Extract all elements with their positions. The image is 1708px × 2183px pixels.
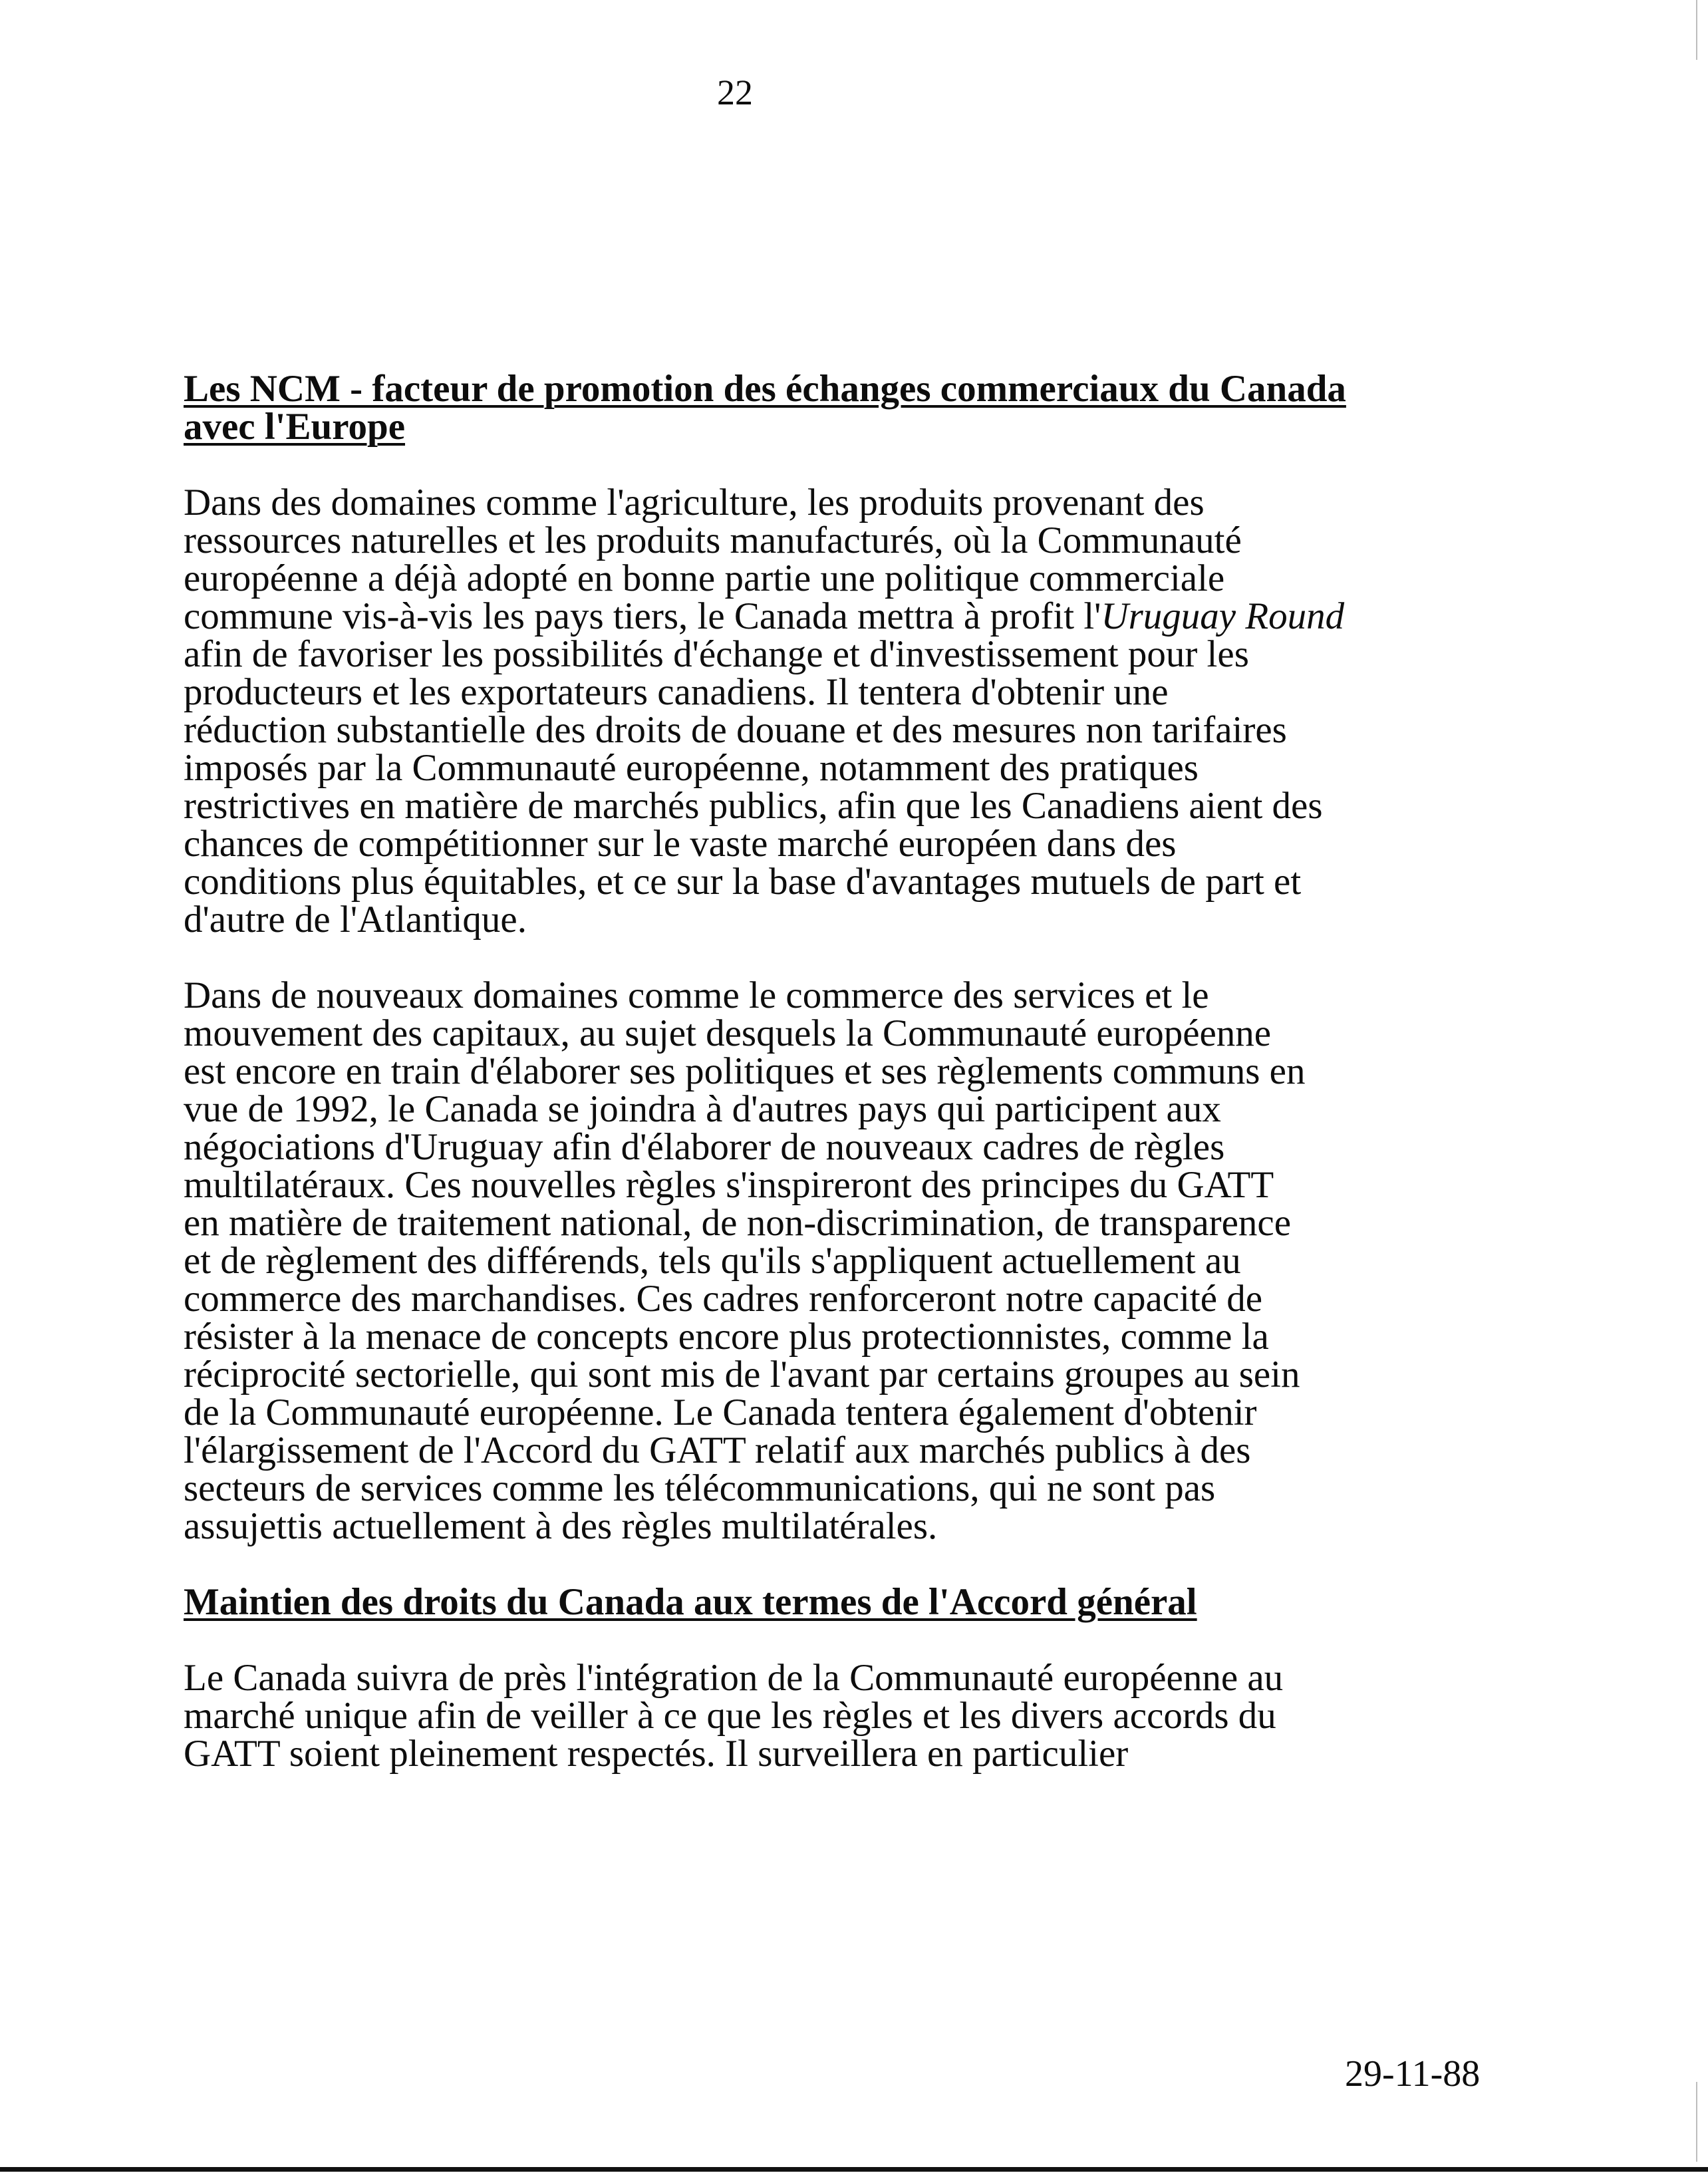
section-heading-ncm [184,370,1520,446]
text-line: restrictives en matière de marchés publics, afin que les Canadiens aient des [184,785,1323,827]
text-line: est encore en train d'élaborer ses politiques et ses règlements communs en [184,1050,1306,1092]
text-line: et de règlement des différends, tels qu'ils s'appliquent actuellement au [184,1240,1241,1282]
paragraph-agriculture [184,484,1520,939]
text-line: producteurs et les exportateurs canadiens. Il tentera d'obtenir une [184,671,1169,713]
text-line: Le Canada suivra de près l'intégration de la Communauté européenne au [184,1657,1284,1699]
text-line: multilatéraux. Ces nouvelles règles s'inspireront des principes du GATT [184,1164,1274,1206]
edge-mark-bottom [1696,2082,1697,2162]
text-line: l'élargissement de l'Accord du GATT relatif aux marchés publics à des [184,1429,1251,1471]
text-line: ressources naturelles et les produits manufacturés, où la Communauté [184,519,1242,561]
text-line: réduction substantielle des droits de douane et des mesures non tarifaires [184,709,1287,751]
footer-date: 29-11-88 [1345,2053,1481,2095]
text-line: négociations d'Uruguay afin d'élaborer de nouveaux cadres de règles [184,1126,1225,1168]
paragraph-services [184,976,1520,1545]
text-line: assujettis actuellement à des règles multilatérales. [184,1505,938,1547]
heading-line: Les NCM - facteur de promotion des échanges commerciaux du Canada [184,368,1346,410]
text-line: réciprocité sectorielle, qui sont mis de l'avant par certains groupes au sein [184,1354,1300,1395]
section-heading-accord-general [184,1583,1520,1621]
text-line: secteurs de services comme les télécommunications, qui ne sont pas [184,1467,1216,1509]
text-line: mouvement des capitaux, au sujet desquels la Communauté européenne [184,1012,1272,1054]
text-line: GATT soient pleinement respectés. Il surveillera en particulier [184,1733,1129,1775]
text-line: européenne a déjà adopté en bonne partie une politique commerciale [184,557,1225,599]
text-segment: commune vis-à-vis les pays tiers, le Canada mettra à profit l' [184,595,1101,637]
text-line: Dans des domaines comme l'agriculture, les produits provenant des [184,482,1205,523]
text-line: d'autre de l'Atlantique. [184,899,527,941]
document-body [184,370,1520,1773]
paragraph-marche-unique [184,1659,1520,1773]
text-line: en matière de traitement national, de non-discrimination, de transparence [184,1202,1291,1244]
text-line: vue de 1992, le Canada se joindra à d'autres pays qui participent aux [184,1088,1221,1130]
text-line: afin de favoriser les possibilités d'échange et d'investissement pour les [184,633,1249,675]
edge-mark-top [1696,0,1697,60]
page-number: 22 [717,73,753,112]
bottom-rule [0,2167,1708,2172]
text-line: imposés par la Communauté européenne, notamment des pratiques [184,747,1199,789]
heading-line: avec l'Europe [184,406,406,448]
text-line: marché unique afin de veiller à ce que les règles et les divers accords du [184,1695,1276,1737]
text-line: commerce des marchandises. Ces cadres renforceront notre capacité de [184,1278,1263,1320]
text-line: chances de compétitionner sur le vaste marché européen dans des [184,823,1177,865]
text-line: Dans de nouveaux domaines comme le commerce des services et le [184,974,1209,1016]
text-line [184,597,1520,635]
uruguay-round-italic: Uruguay Round [1101,595,1345,637]
text-line: résister à la menace de concepts encore plus protectionnistes, comme la [184,1316,1269,1358]
text-line: conditions plus équitables, et ce sur la base d'avantages mutuels de part et [184,861,1302,903]
heading-line: Maintien des droits du Canada aux termes de l'Accord général [184,1581,1197,1623]
text-line: de la Communauté européenne. Le Canada tentera également d'obtenir [184,1391,1257,1433]
